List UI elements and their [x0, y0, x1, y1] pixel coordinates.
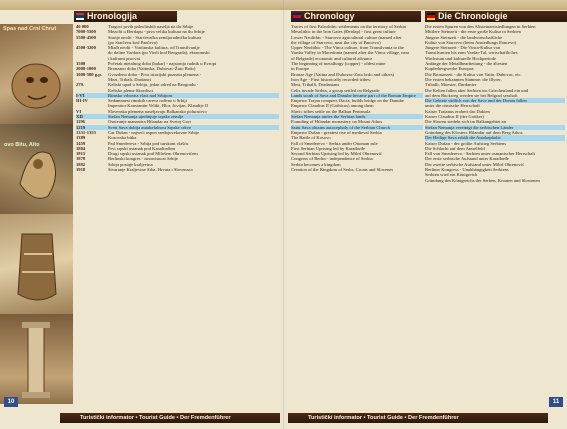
timeline-year: 1804: [76, 145, 86, 151]
timeline-text: Gründung des Klosters Hilandar auf dem Berg Athos: [425, 129, 523, 135]
timeline-text: Triballi, Moesier, Dardanier: [425, 82, 477, 88]
timeline-text: Mittlere Steinzeit - die erste große Kultur in Serbien: [425, 29, 521, 35]
timeline-text: Transilvanien bis zum Vardar-Tal, wirtschaftliches: [425, 50, 518, 56]
header-col1: [74, 11, 177, 22]
timeline-text: of Belgrade) economic and cultural advance: [291, 55, 373, 61]
timeline-year: 1219: [76, 124, 86, 130]
timeline-text: Stefan Nemanja ujedinjuje srpske zemlje: [108, 114, 184, 120]
timeline-text: Kaiser Claudius II (der Gotiker): [425, 114, 484, 120]
serbian-flag-icon: [76, 13, 84, 20]
timeline-text: Emperor Trajan conquers Dacia, builds bridge on the Danube: [291, 98, 404, 104]
timeline-text: The beginning of metallurgy (copper) - oldest mine: [291, 61, 386, 67]
timeline-text: Gvozdeno doba - Prva istorijski poznata plemena -: [108, 71, 202, 77]
timeline-text: Traces of first Paleolithic settlements on the territory of Serbia: [291, 24, 406, 29]
timeline-text: Die Schlacht auf dem Amselfeld: [425, 145, 485, 151]
timeline-text: Rimsko vrhovna vlast nad Srbijom: [108, 92, 173, 98]
photo-column: [0, 24, 73, 404]
timeline-text: Celts invade Serbia, a group settled on Belgrade: [291, 87, 380, 93]
timeline-text: Kupferbergwerke Europas: [425, 66, 474, 72]
timeline-text: i kulturni procvat: [108, 55, 140, 61]
timeline-text: Emperor Dušan - greatest rise of medieval Serbia: [291, 129, 382, 135]
timeline-year: VI: [76, 108, 82, 114]
timeline-text: Starije neolit - Starčevačka zemljoradnička kultura: [108, 34, 202, 40]
timeline-text: Fall of Smederevo - Serbia under Ottoman rule: [291, 140, 378, 146]
german-flag-icon: [427, 13, 435, 20]
timeline-text: Osnivanje manastira Hilandar na Svetoj Gori: [108, 119, 191, 125]
timeline-text: Mlađi neolit - Vinčanska kultura, od Transilvanije: [108, 45, 200, 51]
timeline-year: 1000-500 g.p.: [76, 71, 102, 77]
timeline-text: Wachstum und kulturelle Hochperiode: [425, 55, 496, 61]
timeline-text: Der zweite serbische Aufstand unter Miloš Obrenović: [425, 161, 524, 167]
timeline-year: 1878: [76, 156, 86, 162]
timeline-text: Creation of the Kingdom of Serbs, Croats and Slovenes: [291, 167, 394, 173]
timeline-text: Keltski upad u Srbiju, jedan odred na Beogradu -: [108, 82, 199, 88]
col1-title: Hronologija: [87, 11, 137, 21]
timeline-text: Jüngere Steinzeit - die landwirtschaftliche: [425, 34, 503, 40]
vessel-icon: [0, 214, 73, 314]
timeline-text: Congress of Berlin - independence of Serbia: [291, 156, 373, 162]
figurine-icon: [0, 124, 73, 214]
timeline-year: 4500-3200: [76, 45, 96, 51]
timeline-text: Slovenska plemena naseljavaju Balkansko poluostrvo: [108, 108, 207, 114]
col3-title: Die Chronologie: [438, 11, 508, 21]
column-icon: [0, 314, 73, 404]
timeline-text: Serbia becomes a kingdom: [291, 161, 341, 167]
timeline-text: Die ersten bekannten Stämme: die Illyrer,: [425, 76, 502, 82]
timeline-year: 1459: [76, 140, 86, 146]
serbian-column: [76, 24, 279, 404]
artifact-photo-4: [0, 314, 73, 404]
photo-caption-2: ovo Bitu, Alto: [4, 142, 40, 148]
timeline-text: First Serbian Uprising led by Karađorđe: [291, 145, 365, 151]
timeline-text: Stvaranje Kraljevine Srba, Hrvata i Slovenaca: [108, 167, 193, 173]
timeline-text: Die Slawen siedeln sich im Balkangebiet an: [425, 119, 506, 125]
timeline-text: Berliner Kongress - Unabhängigkeit Serbiens: [425, 167, 509, 173]
timeline-text: Die Bronzezeit - die Kultur von Vatin, Dubovac, etc.: [425, 71, 522, 77]
timeline-text: Lower Neolithic - Starcevo agricultural culture (named after: [291, 34, 402, 40]
timeline-text: Mezolit u Đerdapu - prva velika kultura na tlu Srbije: [108, 29, 205, 35]
col2-title: Chronology: [304, 11, 355, 21]
page-number-left: 10: [4, 397, 18, 407]
header-col2: [291, 11, 421, 22]
timeline-year: 1196: [76, 119, 85, 125]
timeline-text: Vardar Valley in Macedonia (named after the Vinca village, near: [291, 50, 410, 56]
timeline-text: do doline Vardara (po Vinči kod Beograda), ekonomski: [108, 50, 210, 56]
timeline-text: Second Serbian Uprising led by Miloš Obrenović: [291, 151, 382, 157]
timeline-text: Bronzano doba (Vatinska, Dubovac-Žuto Brdo): [108, 66, 196, 72]
timeline-year: 1815: [76, 151, 86, 157]
timeline-text: Car Dušan - najveći uspon srednjovekovne Srbije: [108, 129, 200, 135]
timeline-text: Tragovi prvih paleolitskih naselja na tlu Srbije: [108, 24, 194, 29]
timeline-text: Početak metalnog doba (bakar) - najstarija rudnik u Evropi: [108, 61, 217, 67]
timeline-text: Jüngere Steinzeit - Die Vinca-Kultur von: [425, 45, 501, 51]
timeline-text: Iron Age - First historically recorded tribes:: [291, 76, 372, 82]
timeline-row-de: [425, 178, 565, 183]
english-column: [291, 24, 423, 404]
timeline-text: Lands south of Sava and Danube became part of the Roman Empire: [291, 92, 416, 98]
timeline-text: Der Heilige Sava erhält die Autokephalie: [425, 135, 501, 141]
timeline-text: Bronze Age (Vatina and Dubovac-Zuto brdo and others): [291, 71, 395, 77]
uk-flag-icon: [293, 13, 301, 20]
timeline-text: Keltsko pleme Skordisci: [108, 87, 154, 93]
timeline-text: Kosovska bitka: [108, 135, 137, 141]
timeline-text: Stefan Nemanja vereinigt die serbischen Länder: [425, 124, 514, 130]
timeline-text: Gründung des Königreichs der Serben, Kroaten und Slowenen: [425, 177, 540, 183]
timeline-row-sr: [76, 167, 279, 172]
photo-caption-1: Spas nad Crni Chrut: [3, 26, 57, 32]
timeline-year: 3500: [76, 61, 86, 67]
footer-right: Turistički informator • Tourist Guide • Der Fremdenführer: [288, 413, 548, 423]
timeline-text: Sedamnaest rimskih careva rođeno u Srbiji: [108, 98, 187, 104]
timeline-text: the village of Starcevo, near the city of Pancevo): [291, 39, 381, 45]
page-number-right: 11: [549, 397, 563, 407]
timeline-year: III-IV: [76, 98, 88, 104]
timeline-year: 279.: [76, 82, 85, 88]
timeline-text: Sveti Sava dobija autokefalnost Srpske crkve: [108, 124, 192, 130]
timeline-year: XII: [76, 114, 83, 120]
timeline-text: Anfänge der Metallbearbeitung - die ältesten: [425, 61, 508, 67]
timeline-text: Srbija postaje kraljevina: [108, 161, 153, 167]
sculpture-icon: [0, 24, 73, 124]
timeline-text: Die Kelten fallen aber Serbien ins Griechenland ein und: [425, 87, 529, 93]
timeline-year: 5500-4500: [76, 34, 96, 40]
timeline-year: 2000-1000: [76, 66, 96, 72]
timeline-text: Imperator Konstantin Veliki, Hlor, Jovijan, Klaudije II: [108, 103, 208, 109]
timeline-text: Berlinski kongres - nezavisnost Srbije: [108, 156, 178, 162]
timeline-text: Kaiser Traianus erobert das Dakien: [425, 108, 490, 114]
timeline-text: Mesi, Triballi, Dardanians: [291, 82, 340, 88]
timeline-year: 1882: [76, 161, 86, 167]
timeline-text: Fall von Smederevo - Serbien unter osmanischer Herrschaft: [425, 151, 536, 157]
timeline-text: auf dem Rückweg werden sie bei Belgrad sesshaft: [425, 92, 518, 98]
timeline-year: 1331-1355: [76, 129, 96, 135]
timeline-text: Stefan Nemanja unites the Serbian lands: [291, 114, 366, 120]
timeline-text: Pad Smedereva - Srbija pod turskom vlašću: [108, 140, 189, 146]
artifact-photo-2: [0, 124, 73, 214]
timeline-year: I-VI: [76, 92, 85, 98]
timeline-year: 1389: [76, 135, 86, 141]
timeline-text: Prvi srpski ustanak pod Karađorđem: [108, 145, 176, 151]
timeline-text: Serbien wird ein Königreich: [425, 172, 478, 178]
timeline-text: Die ersten Spuren von den Altsteinzeitsiedlungen in Serbien: [425, 24, 536, 29]
header-col3: [425, 11, 567, 22]
timeline-text: unter die römische Herrschaft: [425, 103, 480, 109]
footer-left: Turistički informator • Tourist Guide • Der Fremdenführer: [60, 413, 280, 423]
timeline-text: Emperor Claudius II (Gothicus) among them: [291, 103, 374, 109]
timeline-text: Mezi, Tribali, Dardanci: [108, 76, 152, 82]
timeline-text: Slavic tribes settle on the Balkan Peninsula: [291, 108, 371, 114]
timeline-text: Founding of Hilandar monastery on Mount Athos: [291, 119, 383, 125]
page-fold: [283, 0, 285, 429]
timeline-text: The Battle of Kosovo: [291, 135, 331, 141]
timeline-text: Drugi srpski ustanak pod Milošem Obrenovićem: [108, 151, 198, 157]
timeline-text: Die Gebiete südlich von der Save und der Donau fallen: [425, 98, 527, 104]
artifact-photo-3: [0, 214, 73, 314]
timeline-year: 1918: [76, 167, 86, 173]
timeline-text: Der erste serbische Aufstand unter Karađorđe: [425, 156, 509, 162]
timeline-text: in Europe: [291, 66, 309, 72]
german-column: [425, 24, 565, 404]
timeline-text: Kultur von Starcevo (beim Ansiedlungs Pancevo): [425, 39, 517, 45]
timeline-text: Mesolithic in the Iron Gates (Đerdap) - first great culture: [291, 29, 396, 35]
timeline-year: 40 000: [76, 24, 89, 29]
timeline-text: Saint Sava obtains autocephaly of the Serbian Church: [291, 124, 390, 130]
timeline-text: (po Starčevu kod Pančeva): [108, 39, 158, 45]
artifact-photo-1: [0, 24, 73, 124]
timeline-text: Kaiser Dušan - der größte Aufstieg Serbiens: [425, 140, 507, 146]
timeline-year: 7000-5500: [76, 29, 96, 35]
timeline-row-en: [291, 167, 423, 172]
timeline-text: Upper Neolithic - The Vinca culture, from Transilvania to the: [291, 45, 404, 51]
